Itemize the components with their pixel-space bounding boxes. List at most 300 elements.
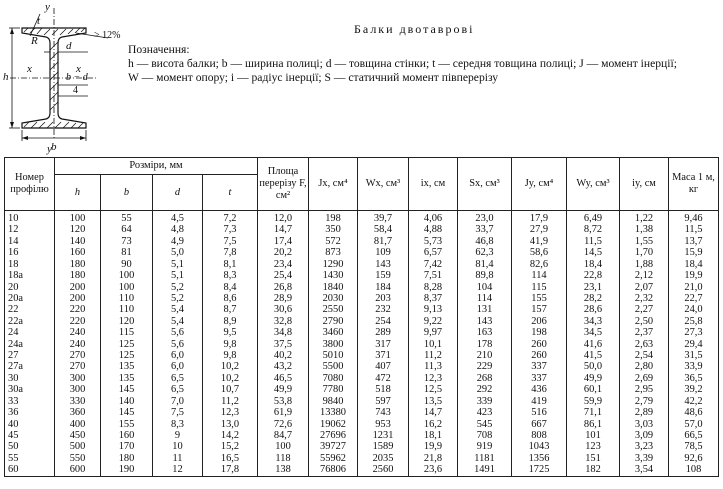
cell-mass: 42,2 <box>669 396 719 407</box>
cell-h: 180 <box>55 259 101 270</box>
cell-mass: 39,2 <box>669 384 719 395</box>
diagram-label-t: t <box>37 15 41 27</box>
cell-mass: 9,46 <box>669 211 719 225</box>
cell-jy: 436 <box>512 384 567 395</box>
cell-jy: 1043 <box>512 441 567 452</box>
cell-mass: 78,5 <box>669 441 719 452</box>
cell-mass: 48,6 <box>669 407 719 418</box>
beams-table <box>4 157 719 477</box>
diagram-label-y-bottom: y <box>47 143 52 155</box>
table-row <box>5 293 719 304</box>
cell-t: 12,3 <box>203 407 258 418</box>
cell-area: 17,4 <box>258 236 309 247</box>
header-number: Номер профілю <box>5 158 55 211</box>
cell-iy: 1,88 <box>620 259 669 270</box>
cell-area: 53,8 <box>258 396 309 407</box>
header-sx: Sx, см³ <box>458 158 512 211</box>
cell-sx: 131 <box>458 304 512 315</box>
cell-area: 26,8 <box>258 282 309 293</box>
cell-sx: 23,0 <box>458 211 512 225</box>
cell-jy: 260 <box>512 350 567 361</box>
cell-wy: 34,5 <box>567 327 620 338</box>
cell-wx: 184 <box>358 282 409 293</box>
cell-number: 30 <box>5 373 55 384</box>
cell-wx: 289 <box>358 327 409 338</box>
cell-jx: 2790 <box>309 316 358 327</box>
cell-t: 7,2 <box>203 211 258 225</box>
cell-sx: 708 <box>458 430 512 441</box>
cell-ix: 4,88 <box>409 224 458 235</box>
cell-mass: 24,0 <box>669 304 719 315</box>
cell-ix: 8,28 <box>409 282 458 293</box>
cell-jy: 419 <box>512 396 567 407</box>
cell-t: 8,9 <box>203 316 258 327</box>
cell-d: 10 <box>153 441 203 452</box>
cell-number: 27 <box>5 350 55 361</box>
cell-wy: 11,5 <box>567 236 620 247</box>
cell-mass: 15,9 <box>669 247 719 258</box>
cell-iy: 2,37 <box>620 327 669 338</box>
cell-b: 135 <box>101 373 153 384</box>
cell-sx: 919 <box>458 441 512 452</box>
cell-h: 270 <box>55 361 101 372</box>
cell-jx: 1290 <box>309 259 358 270</box>
header-b: b <box>101 175 153 211</box>
cell-b: 140 <box>101 396 153 407</box>
cell-ix: 7,42 <box>409 259 458 270</box>
cell-sx: 89,8 <box>458 270 512 281</box>
cell-wy: 22,8 <box>567 270 620 281</box>
cell-d: 4,8 <box>153 224 203 235</box>
diagram-label-four: 4 <box>73 85 78 96</box>
cell-iy: 3,03 <box>620 419 669 430</box>
cell-wx: 81,7 <box>358 236 409 247</box>
cell-jy: 1725 <box>512 464 567 476</box>
cell-mass: 21,0 <box>669 282 719 293</box>
cell-b: 90 <box>101 259 153 270</box>
header-wx: Wx, см³ <box>358 158 409 211</box>
cell-b: 100 <box>101 270 153 281</box>
cell-jx: 572 <box>309 236 358 247</box>
cell-ix: 11,2 <box>409 350 458 361</box>
cell-number: 45 <box>5 430 55 441</box>
cell-area: 32,8 <box>258 316 309 327</box>
cell-t: 10,2 <box>203 373 258 384</box>
cell-area: 12,0 <box>258 211 309 225</box>
cell-ix: 5,73 <box>409 236 458 247</box>
cell-sx: 33,7 <box>458 224 512 235</box>
cell-jy: 114 <box>512 270 567 281</box>
cell-d: 6,0 <box>153 350 203 361</box>
table-row <box>5 339 719 350</box>
cell-jx: 27696 <box>309 430 358 441</box>
cell-mass: 11,5 <box>669 224 719 235</box>
cell-h: 270 <box>55 350 101 361</box>
cell-wy: 101 <box>567 430 620 441</box>
cell-jy: 27,9 <box>512 224 567 235</box>
cell-t: 8,4 <box>203 282 258 293</box>
cell-area: 34,8 <box>258 327 309 338</box>
cell-jx: 1840 <box>309 282 358 293</box>
cell-wx: 203 <box>358 293 409 304</box>
cell-b: 110 <box>101 293 153 304</box>
cell-b: 120 <box>101 316 153 327</box>
cell-sx: 1491 <box>458 464 512 476</box>
cell-b: 100 <box>101 282 153 293</box>
cell-wy: 182 <box>567 464 620 476</box>
cell-b: 64 <box>101 224 153 235</box>
cell-number: 30a <box>5 384 55 395</box>
cell-h: 550 <box>55 453 101 464</box>
diagram-label-h: h <box>3 71 9 83</box>
table-row <box>5 430 719 441</box>
cell-d: 5,2 <box>153 282 203 293</box>
beams-table-body <box>5 211 719 477</box>
cell-sx: 114 <box>458 293 512 304</box>
table-row <box>5 361 719 372</box>
cell-wx: 232 <box>358 304 409 315</box>
cell-sx: 104 <box>458 282 512 293</box>
cell-jy: 206 <box>512 316 567 327</box>
cell-jx: 3800 <box>309 339 358 350</box>
cell-area: 72,6 <box>258 419 309 430</box>
cell-wx: 407 <box>358 361 409 372</box>
cell-h: 180 <box>55 270 101 281</box>
cell-mass: 66,5 <box>669 430 719 441</box>
cell-jx: 5010 <box>309 350 358 361</box>
header-d: d <box>153 175 203 211</box>
cell-b: 73 <box>101 236 153 247</box>
cell-jx: 9840 <box>309 396 358 407</box>
header-jy: Jy, см⁴ <box>512 158 567 211</box>
cell-mass: 36,5 <box>669 373 719 384</box>
header-mass: Маса 1 м, кг <box>669 158 719 211</box>
cell-number: 18 <box>5 259 55 270</box>
cell-number: 10 <box>5 211 55 225</box>
cell-jy: 667 <box>512 419 567 430</box>
cell-wy: 50,0 <box>567 361 620 372</box>
diagram-label-d: d <box>66 40 72 52</box>
cell-d: 5,0 <box>153 247 203 258</box>
legend-line-1: h — висота балки; b — ширина полиці; d — товщина стінки; t — середня товщина полиці; J — момент інерції; <box>128 57 677 71</box>
cell-d: 11 <box>153 453 203 464</box>
cell-wy: 60,1 <box>567 384 620 395</box>
header-ix: ix, см <box>409 158 458 211</box>
cell-mass: 33,9 <box>669 361 719 372</box>
cell-h: 240 <box>55 327 101 338</box>
cell-jy: 157 <box>512 304 567 315</box>
table-row <box>5 419 719 430</box>
cell-jx: 198 <box>309 211 358 225</box>
cell-wy: 86,1 <box>567 419 620 430</box>
cell-d: 5,4 <box>153 304 203 315</box>
diagram-label-b: b <box>51 141 57 153</box>
cell-sx: 339 <box>458 396 512 407</box>
cell-wx: 518 <box>358 384 409 395</box>
cell-ix: 10,1 <box>409 339 458 350</box>
cell-jx: 76806 <box>309 464 358 476</box>
cell-number: 22 <box>5 304 55 315</box>
diagram-label-y-top: y <box>45 1 50 13</box>
cell-jy: 82,6 <box>512 259 567 270</box>
cell-wx: 317 <box>358 339 409 350</box>
cell-area: 43,2 <box>258 361 309 372</box>
cell-ix: 6,57 <box>409 247 458 258</box>
cell-t: 8,3 <box>203 270 258 281</box>
cell-number: 18a <box>5 270 55 281</box>
cell-number: 14 <box>5 236 55 247</box>
cell-b: 55 <box>101 211 153 225</box>
header-dimensions: Розміри, мм <box>55 158 258 175</box>
cell-d: 9 <box>153 430 203 441</box>
cell-wx: 2035 <box>358 453 409 464</box>
table-row <box>5 373 719 384</box>
table-row <box>5 396 719 407</box>
cell-h: 300 <box>55 384 101 395</box>
cell-d: 7,0 <box>153 396 203 407</box>
cell-wx: 254 <box>358 316 409 327</box>
cell-sx: 229 <box>458 361 512 372</box>
cell-jx: 7780 <box>309 384 358 395</box>
cell-jx: 1430 <box>309 270 358 281</box>
cell-h: 160 <box>55 247 101 258</box>
cell-iy: 2,89 <box>620 407 669 418</box>
cell-ix: 13,5 <box>409 396 458 407</box>
diagram-label-r: R <box>31 35 38 47</box>
table-row <box>5 407 719 418</box>
cell-area: 118 <box>258 453 309 464</box>
cell-jy: 337 <box>512 373 567 384</box>
cell-iy: 2,27 <box>620 304 669 315</box>
cell-t: 8,7 <box>203 304 258 315</box>
cell-wx: 953 <box>358 419 409 430</box>
cell-h: 400 <box>55 419 101 430</box>
cell-sx: 545 <box>458 419 512 430</box>
cell-d: 5,1 <box>153 270 203 281</box>
cell-wy: 23,1 <box>567 282 620 293</box>
cell-wy: 151 <box>567 453 620 464</box>
cell-wx: 743 <box>358 407 409 418</box>
cell-mass: 13,7 <box>669 236 719 247</box>
cell-ix: 7,51 <box>409 270 458 281</box>
table-row <box>5 441 719 452</box>
cell-sx: 143 <box>458 316 512 327</box>
cell-sx: 178 <box>458 339 512 350</box>
cell-wx: 39,7 <box>358 211 409 225</box>
cell-mass: 108 <box>669 464 719 476</box>
cell-h: 120 <box>55 224 101 235</box>
cell-mass: 92,6 <box>669 453 719 464</box>
cell-b: 160 <box>101 430 153 441</box>
cell-t: 14,2 <box>203 430 258 441</box>
cell-jx: 2550 <box>309 304 358 315</box>
cell-b: 110 <box>101 304 153 315</box>
cell-b: 135 <box>101 361 153 372</box>
cell-h: 330 <box>55 396 101 407</box>
cell-sx: 81,4 <box>458 259 512 270</box>
cell-mass: 29,4 <box>669 339 719 350</box>
cell-area: 61,9 <box>258 407 309 418</box>
cell-mass: 18,4 <box>669 259 719 270</box>
cell-area: 25,4 <box>258 270 309 281</box>
cell-area: 46,5 <box>258 373 309 384</box>
cell-sx: 46,8 <box>458 236 512 247</box>
cell-wy: 59,9 <box>567 396 620 407</box>
cell-h: 100 <box>55 211 101 225</box>
cell-wx: 109 <box>358 247 409 258</box>
cell-h: 220 <box>55 316 101 327</box>
cell-number: 24 <box>5 327 55 338</box>
cell-ix: 8,37 <box>409 293 458 304</box>
cell-jy: 337 <box>512 361 567 372</box>
cell-area: 100 <box>258 441 309 452</box>
cell-wy: 28,2 <box>567 293 620 304</box>
diagram-label-x-right: x <box>76 63 81 75</box>
header-jx: Jx, см⁴ <box>309 158 358 211</box>
cell-area: 14,7 <box>258 224 309 235</box>
cell-area: 28,9 <box>258 293 309 304</box>
cell-d: 6,5 <box>153 373 203 384</box>
cell-b: 145 <box>101 407 153 418</box>
cell-mass: 31,5 <box>669 350 719 361</box>
cell-wx: 1231 <box>358 430 409 441</box>
cell-number: 24a <box>5 339 55 350</box>
cell-jy: 260 <box>512 339 567 350</box>
header-iy: iy, см <box>620 158 669 211</box>
legend-heading: Позначення: <box>128 43 190 56</box>
cell-number: 60 <box>5 464 55 476</box>
cell-wx: 472 <box>358 373 409 384</box>
cell-t: 9,5 <box>203 327 258 338</box>
diagram-label-x-left: x <box>27 63 32 75</box>
table-row <box>5 350 719 361</box>
cell-t: 16,5 <box>203 453 258 464</box>
cell-b: 145 <box>101 384 153 395</box>
cell-t: 7,5 <box>203 236 258 247</box>
cell-jy: 808 <box>512 430 567 441</box>
cell-ix: 12,5 <box>409 384 458 395</box>
table-row <box>5 247 719 258</box>
cell-t: 17,8 <box>203 464 258 476</box>
cell-mass: 27,3 <box>669 327 719 338</box>
cell-b: 155 <box>101 419 153 430</box>
cell-b: 170 <box>101 441 153 452</box>
cell-iy: 2,95 <box>620 384 669 395</box>
cell-d: 7,5 <box>153 407 203 418</box>
cell-wy: 6,49 <box>567 211 620 225</box>
cell-iy: 3,23 <box>620 441 669 452</box>
cell-sx: 163 <box>458 327 512 338</box>
cell-h: 500 <box>55 441 101 452</box>
cell-jx: 19062 <box>309 419 358 430</box>
table-row <box>5 270 719 281</box>
cell-t: 8,6 <box>203 293 258 304</box>
diagram-label-slope: > 12% <box>94 30 121 41</box>
cell-number: 16 <box>5 247 55 258</box>
header-wy: Wy, см³ <box>567 158 620 211</box>
cell-wx: 371 <box>358 350 409 361</box>
page-title: Балки двотаврові <box>354 22 475 36</box>
cell-h: 220 <box>55 304 101 315</box>
cell-iy: 2,79 <box>620 396 669 407</box>
cell-iy: 1,22 <box>620 211 669 225</box>
cell-area: 20,2 <box>258 247 309 258</box>
cell-number: 40 <box>5 419 55 430</box>
cell-iy: 1,55 <box>620 236 669 247</box>
cell-area: 40,2 <box>258 350 309 361</box>
cell-ix: 14,7 <box>409 407 458 418</box>
cell-d: 5,4 <box>153 316 203 327</box>
cell-d: 8,3 <box>153 419 203 430</box>
cell-area: 49,9 <box>258 384 309 395</box>
cell-jy: 115 <box>512 282 567 293</box>
cell-b: 180 <box>101 453 153 464</box>
cell-d: 5,1 <box>153 259 203 270</box>
cell-jx: 55962 <box>309 453 358 464</box>
cell-wx: 143 <box>358 259 409 270</box>
cell-d: 5,2 <box>153 293 203 304</box>
table-row <box>5 236 719 247</box>
cell-mass: 25,8 <box>669 316 719 327</box>
table-row <box>5 211 719 225</box>
cell-jy: 155 <box>512 293 567 304</box>
cell-wy: 41,5 <box>567 350 620 361</box>
cell-iy: 2,63 <box>620 339 669 350</box>
cell-b: 125 <box>101 350 153 361</box>
cell-jy: 516 <box>512 407 567 418</box>
cell-jx: 350 <box>309 224 358 235</box>
cell-wx: 159 <box>358 270 409 281</box>
cell-iy: 2,07 <box>620 282 669 293</box>
cell-iy: 3,54 <box>620 464 669 476</box>
cell-wy: 34,3 <box>567 316 620 327</box>
cell-d: 6,5 <box>153 384 203 395</box>
cell-area: 23,4 <box>258 259 309 270</box>
cell-t: 15,2 <box>203 441 258 452</box>
cell-d: 6,0 <box>153 361 203 372</box>
table-row <box>5 384 719 395</box>
cell-t: 11,2 <box>203 396 258 407</box>
table-row <box>5 259 719 270</box>
table-row <box>5 282 719 293</box>
cell-ix: 18,1 <box>409 430 458 441</box>
cell-h: 600 <box>55 464 101 476</box>
cell-sx: 62,3 <box>458 247 512 258</box>
header-area: Площа перерізу F, см² <box>258 158 309 211</box>
cell-jy: 17,9 <box>512 211 567 225</box>
cell-jx: 7080 <box>309 373 358 384</box>
cell-h: 360 <box>55 407 101 418</box>
cell-number: 12 <box>5 224 55 235</box>
cell-ix: 11,3 <box>409 361 458 372</box>
cell-h: 140 <box>55 236 101 247</box>
cell-wx: 58,4 <box>358 224 409 235</box>
cell-t: 13,0 <box>203 419 258 430</box>
cell-b: 81 <box>101 247 153 258</box>
cell-wx: 2560 <box>358 464 409 476</box>
cell-t: 9,8 <box>203 350 258 361</box>
cell-number: 20a <box>5 293 55 304</box>
cell-d: 4,5 <box>153 211 203 225</box>
cell-ix: 9,22 <box>409 316 458 327</box>
cell-t: 7,3 <box>203 224 258 235</box>
cell-wy: 49,9 <box>567 373 620 384</box>
cell-number: 20 <box>5 282 55 293</box>
cell-ix: 4,06 <box>409 211 458 225</box>
cell-number: 27a <box>5 361 55 372</box>
cell-area: 84,7 <box>258 430 309 441</box>
legend-line-2: W — момент опору; i — радіус інерції; S — статичний момент півперерізу <box>128 71 499 85</box>
